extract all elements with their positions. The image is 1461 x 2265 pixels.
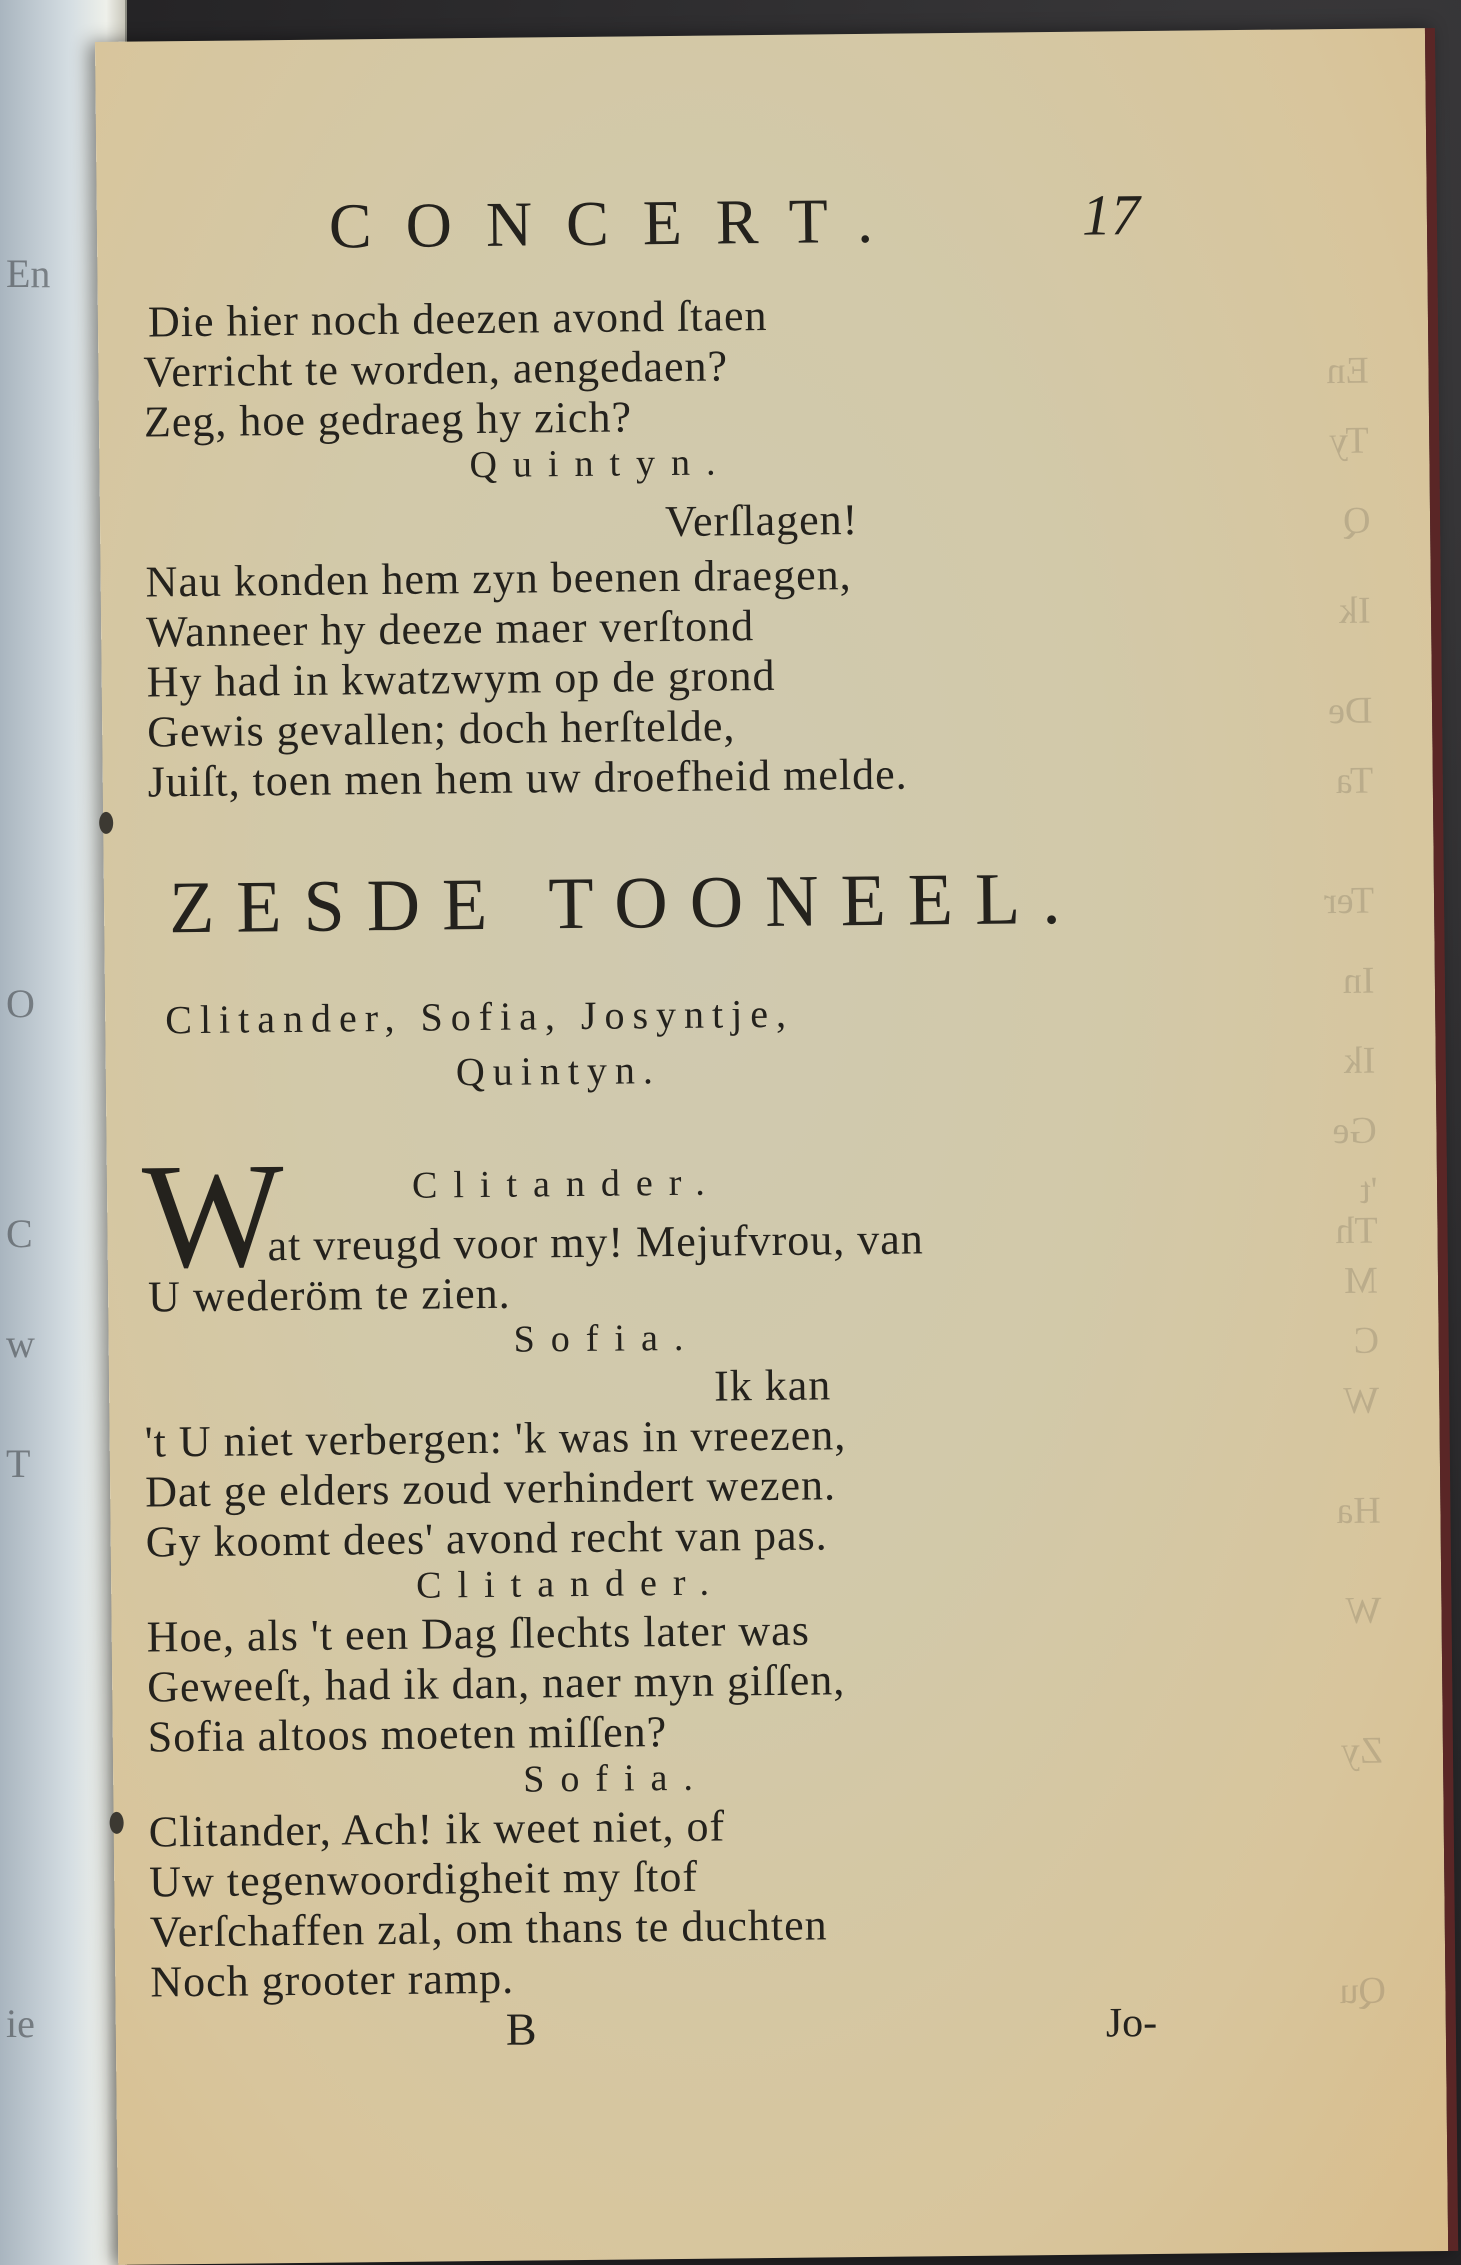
verse-line: Verſlagen! [664, 495, 859, 547]
show-through-text: En [1326, 349, 1369, 393]
left-page-fragment: T [6, 1441, 31, 1486]
show-through-text: Ik [1343, 1039, 1376, 1082]
left-page-fragment: En [6, 251, 51, 296]
show-through-text: Th [1335, 1209, 1378, 1253]
verse-line: Zeg, hoe gedraeg hy zich? [143, 392, 633, 447]
show-through-text: Ik [1339, 589, 1372, 632]
verse-line: Dat ge elders zoud verhindert wezen. [144, 1460, 837, 1517]
verse-line: Die hier noch deezen avond ſtaen [147, 290, 768, 347]
running-title: CONCERT. [328, 184, 908, 262]
show-through-text: Ge [1331, 1109, 1377, 1153]
verse-line: Sofia altoos moeten miſſen? [147, 1707, 668, 1762]
stitch-hole [110, 1812, 124, 1834]
show-through-text: De [1327, 689, 1373, 733]
verse-line: U wederöm te zien. [147, 1268, 511, 1322]
show-through-text: W [1343, 1379, 1380, 1423]
speaker-name: Quintyn. [469, 441, 732, 487]
left-page-fragment: ie [6, 2001, 35, 2046]
speaker-name: Clitander. [415, 1561, 726, 1607]
show-through-text: 't [1359, 1169, 1378, 1212]
verse-line: Hoe, als 't een Dag ſlechts later was [146, 1605, 811, 1662]
show-through-text: Q [1342, 499, 1371, 542]
verse-line: Uw tegenwoordigheit my ſtof [149, 1851, 699, 1907]
show-through-text: C [1353, 1319, 1379, 1362]
verse-line: Verricht te worden, aengedaen? [143, 341, 729, 397]
signature-mark: B [505, 2003, 537, 2055]
verse-line: 't U niet verbergen: 'k was in vreezen, [144, 1410, 847, 1467]
speaker-name: Sofia. [522, 1756, 710, 1801]
verse-line: Gewis gevallen; doch herſtelde, [146, 701, 736, 757]
verse-line: Gy koomt dees' avond recht van pas. [145, 1510, 828, 1567]
page-number: 17 [1081, 182, 1141, 248]
speaker-name: Sofia. [513, 1316, 700, 1361]
left-page-fragment: O [6, 981, 35, 1026]
verse-line: at vreugd voor my! Mejufvrou, van [267, 1214, 925, 1271]
left-page-fragment: C [6, 1211, 33, 1256]
book-page [95, 28, 1458, 2265]
show-through-text: Ha [1335, 1489, 1381, 1533]
verse-line: Verſchaffen zal, om thans te duchten [149, 1900, 828, 1957]
cast-list: Clitander, Sofia, Josyntje, [165, 990, 795, 1043]
verse-line: Ik kan [713, 1360, 832, 1411]
verse-line: Wanneer hy deeze maer verſtond [145, 601, 755, 657]
verse-line: Noch grooter ramp. [150, 1953, 515, 2007]
cast-list: Quintyn. [455, 1047, 662, 1095]
left-page-fragment: w [6, 1321, 35, 1366]
show-through-text: In [1343, 959, 1376, 1002]
verse-line: Clitander, Ach! ik weet niet, of [148, 1801, 726, 1857]
drop-capital: W [141, 1132, 285, 1300]
show-through-text: Ta [1335, 759, 1374, 803]
show-through-text: W [1345, 1589, 1382, 1632]
verse-line: Nau konden hem zyn beenen draegen, [145, 550, 852, 607]
catchword: Jo- [1105, 1999, 1158, 2047]
show-through-text: Zy [1340, 1729, 1384, 1773]
verse-line: Juiſt, toen men hem uw droefheid melde. [147, 749, 908, 807]
verse-line: Geweeſt, had ik dan, naer myn giſſen, [146, 1655, 846, 1712]
show-through-text: Qu [1338, 1969, 1386, 2013]
stitch-hole [99, 812, 113, 834]
speaker-name: Clitander. [411, 1161, 722, 1207]
verse-line: Hy had in kwatzwym op de grond [146, 650, 776, 707]
show-through-text: M [1344, 1259, 1379, 1302]
show-through-text: Ter [1323, 879, 1375, 923]
show-through-text: Ty [1329, 419, 1370, 463]
scene-title: ZESDE TOONEEL. [168, 857, 1084, 950]
